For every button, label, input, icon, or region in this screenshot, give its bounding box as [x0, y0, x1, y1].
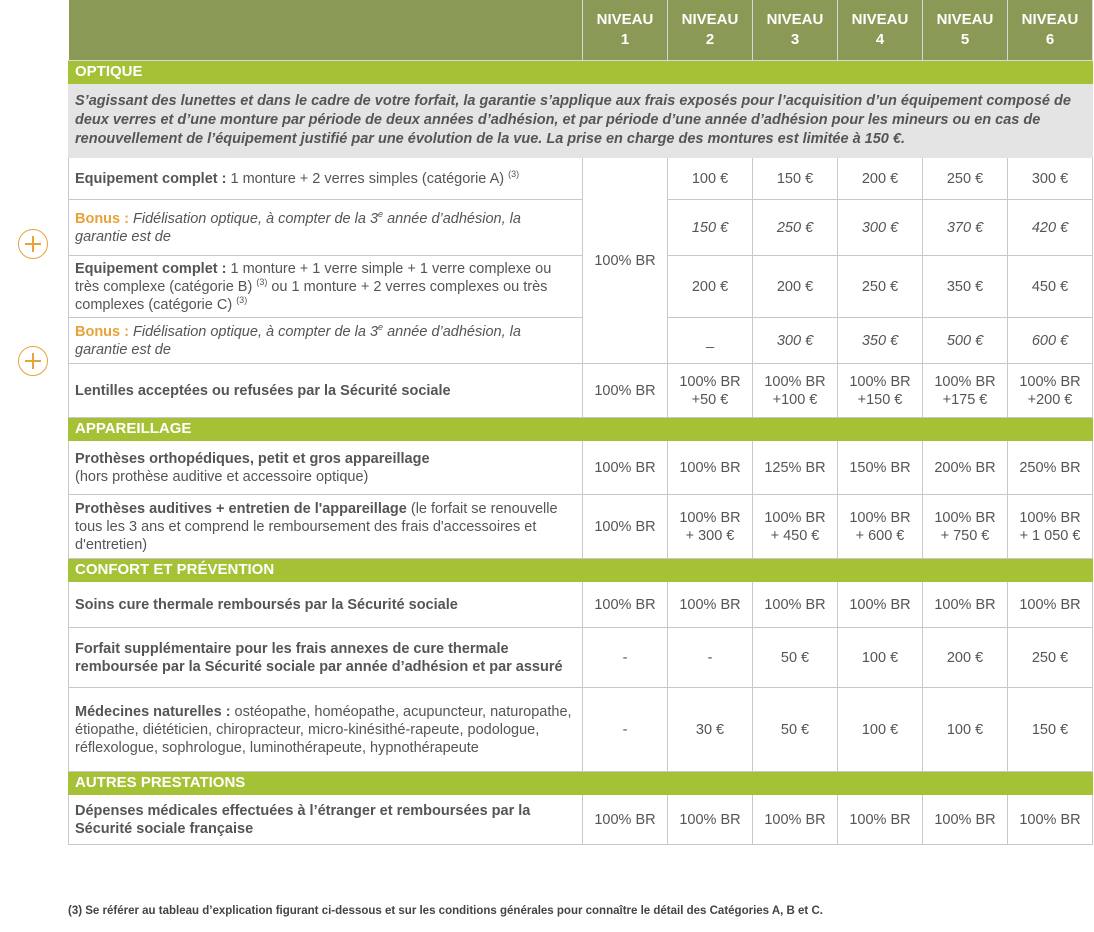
value-cell: -: [583, 688, 668, 772]
value-cell: 300 €: [1008, 158, 1093, 200]
row-label: Soins cure thermale remboursés par la Sécurité sociale: [69, 582, 583, 628]
table-row: [69, 364, 1093, 418]
value-cell: 100% BR: [583, 582, 668, 628]
row-label: Dépenses médicales effectuées à l’étranger et remboursées par la Sécurité sociale française: [69, 795, 583, 845]
row-label: Prothèses auditives + entretien de l'appareillage (le forfait se renouvelle tous les 3 ans et comprend le remboursement des frais d'accessoires et d'entretien): [69, 495, 583, 559]
value-cell: 250 €: [1008, 628, 1093, 688]
optique-intro-text: S’agissant des lunettes et dans le cadre de votre forfait, la garantie s’applique aux frais exposés pour l’acquisition d’un équipement composé de deux verres et d’une monture par période de deux années d’adhésion, et par période d’une année d’adhésion pour les mineurs ou en cas de renouvellement de l’équipement justifié par une évolution de la vue. La prise en charge des montures est limitée à 150 €.: [69, 84, 1093, 158]
value-cell: 200 €: [838, 158, 923, 200]
header-level-1: NIVEAU 1: [583, 0, 668, 61]
row-label: Bonus : Fidélisation optique, à compter de la 3e année d’adhésion, la garantie est de: [69, 318, 583, 364]
value-cell: 100% BR: [668, 795, 753, 845]
value-cell: 100% BR +175 €: [923, 364, 1008, 418]
row-label: Médecines naturelles : ostéopathe, homéopathe, acupuncteur, naturopathe, étiopathe, diététicien, chiropracteur, micro-kinésithé-rapeute, podologue, réflexologue, sophrologue, luminothérapeute, hypnothérapeute: [69, 688, 583, 772]
header-level-3: NIVEAU 3: [753, 0, 838, 61]
row-label: Prothèses orthopédiques, petit et gros appareillage (hors prothèse auditive et accessoire optique): [69, 441, 583, 495]
guarantee-table-wrapper: [68, 0, 1090, 845]
table-row: [69, 200, 1093, 256]
section-title: CONFORT ET PRÉVENTION: [69, 559, 1093, 582]
guarantee-table: [68, 0, 1093, 845]
value-cell: 300 €: [753, 318, 838, 364]
optique-level1-shared: 100% BR: [583, 158, 668, 364]
value-cell: 200 €: [753, 256, 838, 318]
table-row: [69, 495, 1093, 559]
value-cell: -: [583, 628, 668, 688]
value-cell: 150 €: [753, 158, 838, 200]
value-cell: 100% BR: [1008, 795, 1093, 845]
row-label: Bonus : Fidélisation optique, à compter de la 3e année d’adhésion, la garantie est de: [69, 200, 583, 256]
value-cell: 100% BR: [923, 795, 1008, 845]
value-cell: 100% BR: [583, 364, 668, 418]
value-cell: 100% BR + 750 €: [923, 495, 1008, 559]
section-title: OPTIQUE: [69, 61, 1093, 84]
value-cell: 200% BR: [923, 441, 1008, 495]
value-cell: 600 €: [1008, 318, 1093, 364]
value-cell: 100 €: [838, 688, 923, 772]
value-cell: 100% BR +200 €: [1008, 364, 1093, 418]
bonus-plus-icon: [18, 229, 48, 259]
value-cell: 200 €: [923, 628, 1008, 688]
value-cell: 200 €: [668, 256, 753, 318]
row-label: Equipement complet : 1 monture + 1 verre simple + 1 verre complexe ou très complexe (catégorie B) $^{(3)}$ ou 1 monture + 2 verres complexes ou très complexes (catégorie C) $^{(3)}$: [69, 256, 583, 318]
section-appareillage: [69, 418, 1093, 441]
table-row: [69, 795, 1093, 845]
value-cell: 420 €: [1008, 200, 1093, 256]
value-cell: 100% BR: [668, 582, 753, 628]
table-row: [69, 441, 1093, 495]
header-blank-cell: [69, 0, 583, 61]
value-cell: 50 €: [753, 688, 838, 772]
section-autres: [69, 772, 1093, 795]
value-cell: 250 €: [923, 158, 1008, 200]
value-cell: 250% BR: [1008, 441, 1093, 495]
value-cell: 100% BR: [753, 795, 838, 845]
value-cell: 100% BR +100 €: [753, 364, 838, 418]
value-cell: 450 €: [1008, 256, 1093, 318]
value-cell: 150 €: [668, 200, 753, 256]
table-header-row: [69, 0, 1093, 61]
value-cell: 350 €: [838, 318, 923, 364]
header-level-5: NIVEAU 5: [923, 0, 1008, 61]
value-cell: 100% BR: [923, 582, 1008, 628]
value-cell: 30 €: [668, 688, 753, 772]
section-title: AUTRES PRESTATIONS: [69, 772, 1093, 795]
value-cell: 370 €: [923, 200, 1008, 256]
value-cell: 150% BR: [838, 441, 923, 495]
row-label: Forfait supplémentaire pour les frais annexes de cure thermale remboursée par la Sécurité sociale par année d’adhésion et par assuré: [69, 628, 583, 688]
value-cell: 350 €: [923, 256, 1008, 318]
value-cell: 100 €: [668, 158, 753, 200]
table-row: [69, 256, 1093, 318]
value-cell: 100% BR +50 €: [668, 364, 753, 418]
table-row: [69, 158, 1093, 200]
header-level-4: NIVEAU 4: [838, 0, 923, 61]
value-cell: 125% BR: [753, 441, 838, 495]
value-cell: 100% BR + 600 €: [838, 495, 923, 559]
value-cell: 100% BR +150 €: [838, 364, 923, 418]
row-label: Lentilles acceptées ou refusées par la Sécurité sociale: [69, 364, 583, 418]
value-cell: 100% BR: [838, 795, 923, 845]
optique-intro-row: [69, 84, 1093, 158]
value-cell: 300 €: [838, 200, 923, 256]
section-optique: [69, 61, 1093, 84]
value-cell: 250 €: [753, 200, 838, 256]
value-cell: -: [668, 628, 753, 688]
value-cell: _: [668, 318, 753, 364]
value-cell: 100% BR: [838, 582, 923, 628]
value-cell: 100% BR: [583, 795, 668, 845]
value-cell: 150 €: [1008, 688, 1093, 772]
value-cell: 100% BR: [1008, 582, 1093, 628]
table-row: [69, 318, 1093, 364]
value-cell: 100% BR + 1 050 €: [1008, 495, 1093, 559]
value-cell: 100 €: [923, 688, 1008, 772]
footnote: (3) Se référer au tableau d’explication figurant ci-dessous et sur les conditions générales pour connaître le détail des Catégories A, B et C.: [68, 905, 823, 917]
table-row: [69, 628, 1093, 688]
value-cell: 500 €: [923, 318, 1008, 364]
table-row: [69, 688, 1093, 772]
header-level-2: NIVEAU 2: [668, 0, 753, 61]
section-confort: [69, 559, 1093, 582]
value-cell: 100% BR: [668, 441, 753, 495]
header-level-6: NIVEAU 6: [1008, 0, 1093, 61]
value-cell: 100 €: [838, 628, 923, 688]
value-cell: 100% BR: [583, 495, 668, 559]
value-cell: 100% BR: [583, 441, 668, 495]
value-cell: 100% BR: [753, 582, 838, 628]
value-cell: 100% BR + 450 €: [753, 495, 838, 559]
value-cell: 250 €: [838, 256, 923, 318]
value-cell: 50 €: [753, 628, 838, 688]
table-row: [69, 582, 1093, 628]
bonus-plus-icon: [18, 346, 48, 376]
value-cell: 100% BR + 300 €: [668, 495, 753, 559]
row-label: Equipement complet : 1 monture + 2 verres simples (catégorie A) $^{(3)}$: [69, 158, 583, 200]
section-title: APPAREILLAGE: [69, 418, 1093, 441]
